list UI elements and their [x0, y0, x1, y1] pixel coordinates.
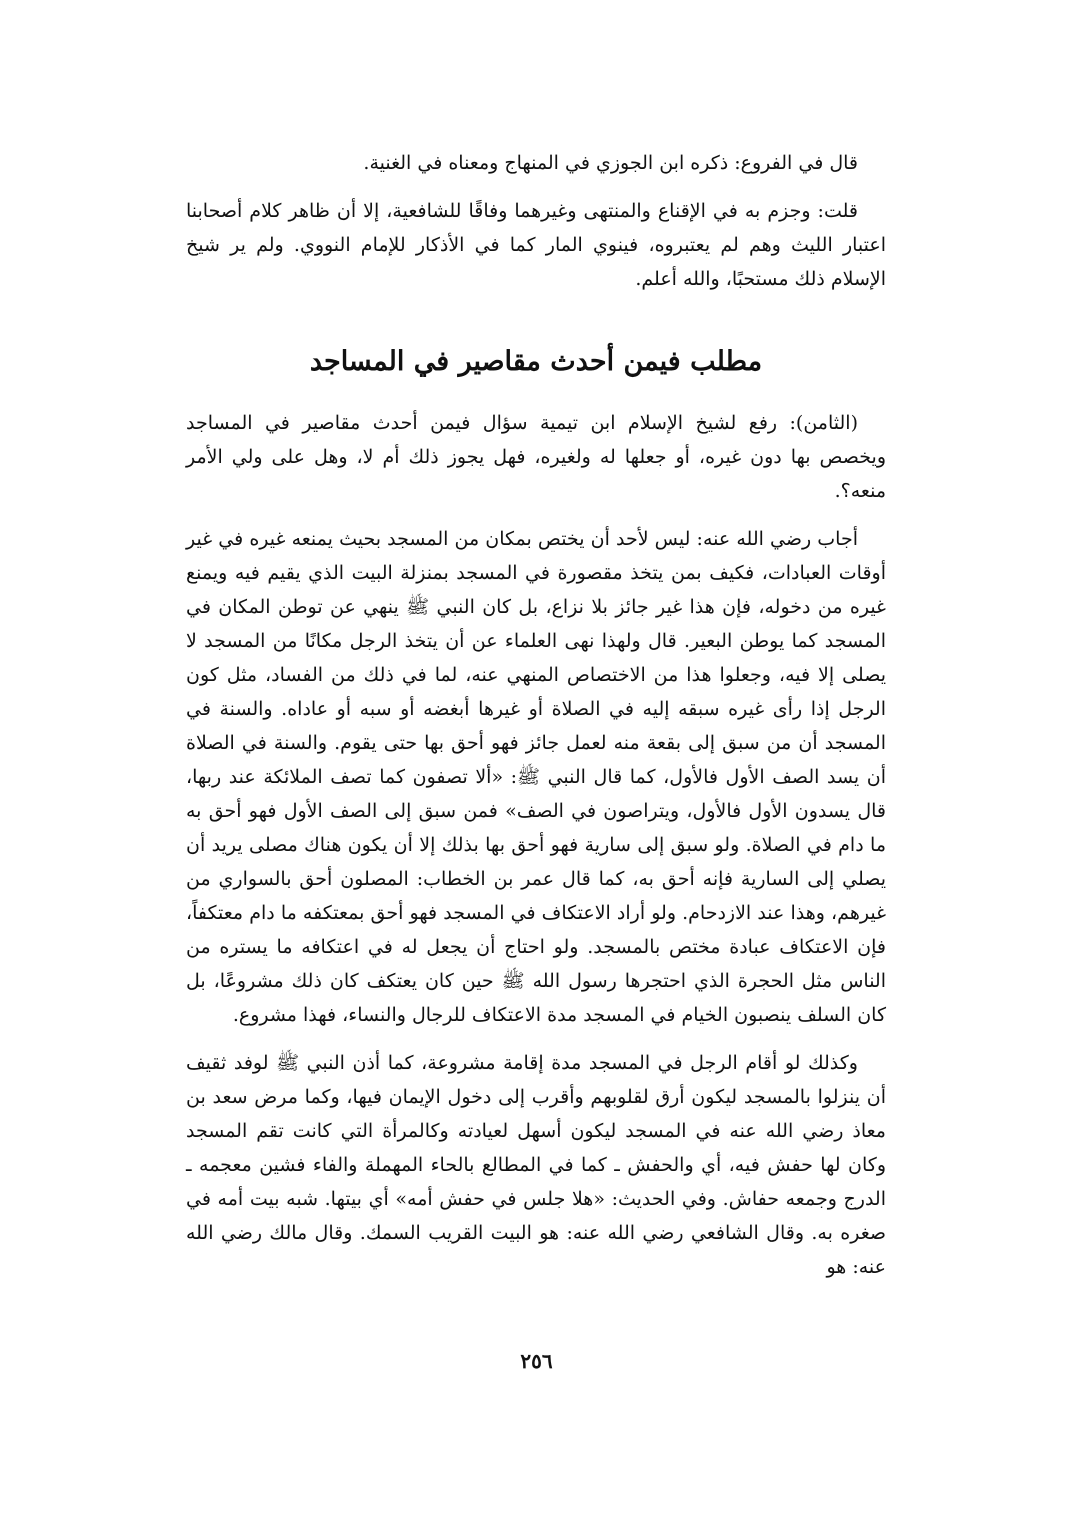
paragraph-question: (الثامن): رفع لشيخ الإسلام ابن تيمية سؤال فيمن أحدث مقاصير في المساجد ويخصص بها دون غيره، أو جعلها له ولغيره، فهل يجوز ذلك أم لا، وهل على ولي الأمر منعه؟.	[186, 412, 886, 502]
paragraph-qultu: قلت: وجزم به في الإقناع والمنتهى وغيرهما وفاقًا للشافعية، إلا أن ظاهر كلام أصحابنا اعتبار الليث وهم لم يعتبروه، فينوي المار كما في الأذكار للإمام النووي. ولم ير شيخ الإسلام ذلك مستحبًا، والله أعلم.	[186, 200, 886, 290]
paragraph-forou-quote: قال في الفروع: ذكره ابن الجوزي في المنهاج ومعناه في الغنية.	[363, 152, 858, 174]
text-block-main	[186, 406, 886, 1284]
paragraph-continuation: وكذلك لو أقام الرجل في المسجد مدة إقامة مشروعة، كما أذن النبي ﷺ لوفد ثقيف أن ينزلوا بالمسجد ليكون أرق لقلوبهم وأقرب إلى دخول الإيمان فيها، وكما مرض سعد بن معاذ رضي الله عنه في المسجد ليكون أسهل لعيادته وكالمرأة التي كانت تقم المسجد وكان لها حفش فيه، أي والحفش ـ كما في المطالع بالحاء المهملة والفاء فشين معجمه ـ الدرج وجمعه حفاش. وفي الحديث: «هلا جلس في حفش أمه» أي بيتها. شبه بيت أمه في صغره به. وقال الشافعي رضي الله عنه: هو البيت القريب السمك. وقال مالك رضي الله عنه: هو	[186, 1052, 886, 1278]
section-heading: مطلب فيمن أحدث مقاصير في المساجد	[309, 346, 763, 377]
page-number: ٢٥٦	[520, 1349, 553, 1373]
paragraph-answer: أجاب رضي الله عنه: ليس لأحد أن يختص بمكان من المسجد بحيث يمنعه غيره في غير أوقات العبادات، فكيف بمن يتخذ مقصورة في المسجد بمنزلة البيت الذي يقيم فيه ويمنع غيره من دخوله، فإن هذا غير جائز بلا نزاع، بل كان النبي ﷺ ينهي عن توطن المكان في المسجد كما يوطن البعير. قال ولهذا نهى العلماء عن أن يتخذ الرجل مكانًا من المسجد لا يصلى إلا فيه، وجعلوا هذا من الاختصاص المنهي عنه، لما في ذلك من الفساد، مثل كون الرجل إذا رأى غيره سبقه إليه في الصلاة أو غيرها أبغضه أو سبه أو عاداه. والسنة في المسجد أن من سبق إلى بقعة منه لعمل جائز فهو أحق بها حتى يقوم. والسنة في الصلاة أن يسد الصف الأول فالأول، كما قال النبي ﷺ: «ألا تصفون كما تصف الملائكة عند ربها، قال يسدون الأول فالأول، ويتراصون في الصف» فمن سبق إلى الصف الأول فهو أحق به ما دام في الصلاة. ولو سبق إلى سارية فهو أحق بها بذلك إلا أن يكون هناك مصلى يريد أن يصلي إلى السارية فإنه أحق به، كما قال عمر بن الخطاب: المصلون أحق بالسواري من غيرهم، وهذا عند الازدحام. ولو أراد الاعتكاف في المسجد فهو أحق بمعتكفه ما دام معتكفاً، فإن الاعتكاف عبادة مختص بالمسجد. ولو احتاج أن يجعل له في اعتكافه ما يستره من الناس مثل الحجرة الذي احتجرها رسول الله ﷺ حين كان يعتكف كان ذلك مشروعًا، بل كان السلف ينصبون الخيام في المسجد مدة الاعتكاف للرجال والنساء، فهذا مشروع.	[186, 528, 886, 1026]
text-block-top	[186, 146, 886, 296]
